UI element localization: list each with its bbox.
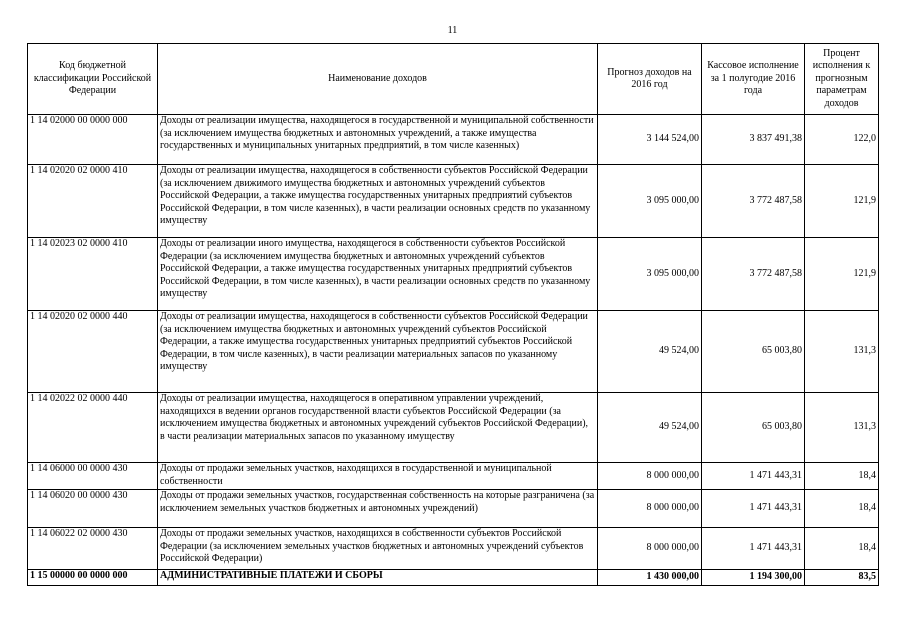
row-forecast: 1 430 000,00 [598,570,702,586]
header-code: Код бюджетной классификации Российской Федерации [28,44,158,115]
row-code: 1 14 02020 02 0000 410 [28,165,158,238]
row-code: 1 14 02023 02 0000 410 [28,238,158,311]
row-name: Доходы от реализации имущества, находящегося в государственной и муниципальной собственности (за исключением имущества бюджетных и автономных учреждений, а также имущества государственных и муниципальных унитарных предприятий, в том числе казенных) [158,115,598,165]
table-row [28,115,879,165]
row-name: Доходы от реализации имущества, находящегося в собственности субъектов Российской Федерации (за исключением имущества бюджетных и автономных учреждений субъектов Российской Федерации, а также имущества государственных унитарных предприятий субъектов Российской Федерации, в том числе казенных), в части реализации материальных запасов по указанному имуществу [158,311,598,393]
header-percent: Процент исполнения к прогнозным параметрам доходов [805,44,879,115]
page-number: 11 [447,25,458,36]
row-forecast: 49 524,00 [598,393,702,463]
row-percent: 131,3 [805,393,879,463]
table-row-total [28,570,879,586]
row-percent: 131,3 [805,311,879,393]
row-name: Доходы от продажи земельных участков, находящихся в государственной и муниципальной собственности [158,463,598,490]
table-row [28,238,879,311]
row-percent: 18,4 [805,528,879,570]
row-percent: 121,9 [805,165,879,238]
row-code: 1 14 02022 02 0000 440 [28,393,158,463]
row-percent: 18,4 [805,463,879,490]
row-name: Доходы от реализации имущества, находящегося в оперативном управлении учреждений, находящихся в ведении органов государственной власти субъектов Российской Федерации (за исключением имущества бюджетных и автономных учреждений субъектов Российской Федерации), в части реализации материальных запасов по указанному имуществу [158,393,598,463]
row-forecast: 3 144 524,00 [598,115,702,165]
row-execution: 3 837 491,38 [702,115,805,165]
row-code: 1 15 00000 00 0000 000 [28,570,158,586]
row-code: 1 14 02020 02 0000 440 [28,311,158,393]
header-name: Наименование доходов [158,44,598,115]
row-forecast: 3 095 000,00 [598,238,702,311]
row-forecast: 8 000 000,00 [598,490,702,528]
row-code: 1 14 06000 00 0000 430 [28,463,158,490]
row-percent: 18,4 [805,490,879,528]
row-execution: 1 471 443,31 [702,528,805,570]
row-code: 1 14 06020 00 0000 430 [28,490,158,528]
table-row [28,490,879,528]
table-row [28,165,879,238]
header-forecast: Прогноз доходов на 2016 год [598,44,702,115]
row-forecast: 8 000 000,00 [598,528,702,570]
table-row [28,528,879,570]
row-percent: 83,5 [805,570,879,586]
table-header-row [28,44,879,115]
table-row [28,393,879,463]
row-execution: 65 003,80 [702,393,805,463]
row-percent: 122,0 [805,115,879,165]
row-forecast: 49 524,00 [598,311,702,393]
table-row [28,463,879,490]
row-execution: 3 772 487,58 [702,165,805,238]
row-name: АДМИНИСТРАТИВНЫЕ ПЛАТЕЖИ И СБОРЫ [158,570,598,586]
row-name: Доходы от продажи земельных участков, находящихся в собственности субъектов Российской Федерации (за исключением земельных участков бюджетных и автономных учреждений субъектов Российской Федерации) [158,528,598,570]
row-execution: 1 194 300,00 [702,570,805,586]
header-execution: Кассовое исполнение за 1 полугодие 2016 года [702,44,805,115]
row-execution: 65 003,80 [702,311,805,393]
row-name: Доходы от реализации иного имущества, находящегося в собственности субъектов Российской Федерации (за исключением имущества бюджетных и автономных учреждений субъектов Российской Федерации, а также имущества государственных унитарных предприятий субъектов Российской Федерации, в том числе казенных), в части реализации основных средств по указанному имуществу [158,238,598,311]
row-name: Доходы от продажи земельных участков, государственная собственность на которые разграничена (за исключением земельных участков бюджетных и автономных учреждений) [158,490,598,528]
row-forecast: 8 000 000,00 [598,463,702,490]
row-code: 1 14 02000 00 0000 000 [28,115,158,165]
row-execution: 3 772 487,58 [702,238,805,311]
table-row [28,311,879,393]
row-percent: 121,9 [805,238,879,311]
row-execution: 1 471 443,31 [702,490,805,528]
row-forecast: 3 095 000,00 [598,165,702,238]
revenue-table [27,43,879,586]
row-execution: 1 471 443,31 [702,463,805,490]
row-code: 1 14 06022 02 0000 430 [28,528,158,570]
row-name: Доходы от реализации имущества, находящегося в собственности субъектов Российской Федерации (за исключением движимого имущества бюджетных и автономных учреждений субъектов Российской Федерации, а также имущества государственных унитарных предприятий субъектов Российской Федерации, в том числе казенных), в части реализации основных средств по указанному имуществу [158,165,598,238]
